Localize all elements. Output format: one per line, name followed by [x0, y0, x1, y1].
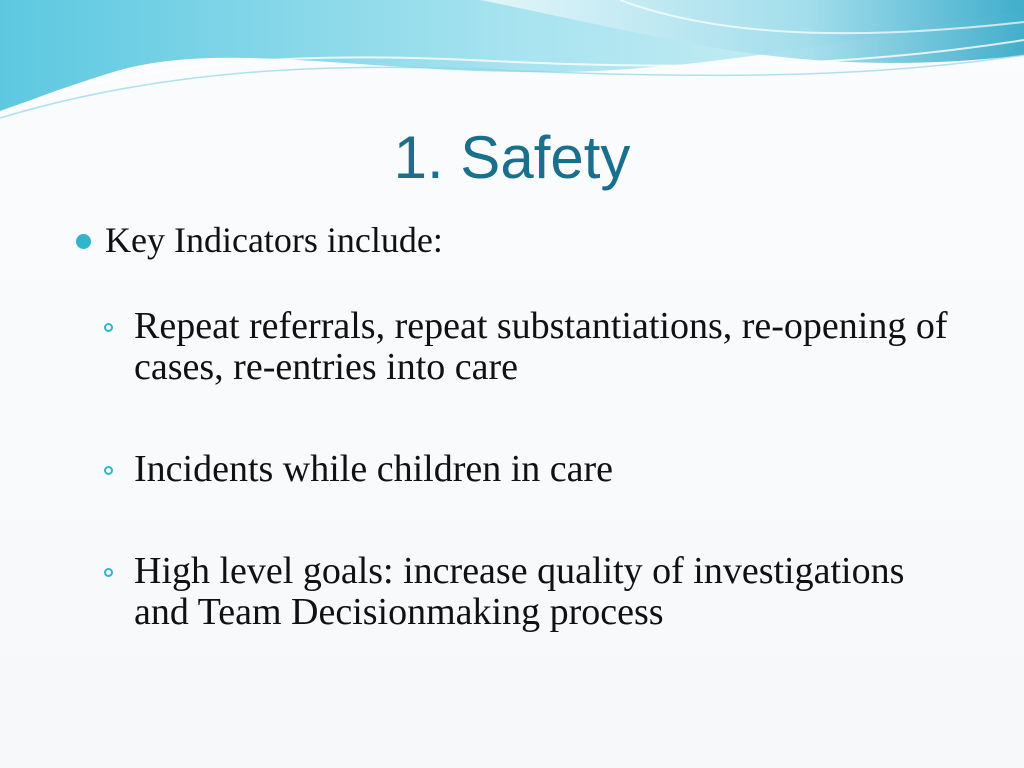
slide-title: 1. Safety — [393, 124, 631, 191]
sub-bullet-item — [104, 449, 954, 490]
sub-bullet-item — [104, 551, 954, 633]
sub-bullet-text: Incidents while children in care — [134, 448, 614, 490]
sub-bullet-text: High level goals: increase quality of investigations and Team Decisionmaking process — [134, 550, 905, 633]
bullet-text: Key Indicators include: — [105, 220, 443, 260]
bullet-key-indicators — [76, 218, 976, 262]
bullet-dot-icon — [76, 234, 91, 249]
ring-bullet-icon — [104, 466, 113, 475]
header-wave-decoration — [0, 0, 1024, 120]
sub-bullet-text: Repeat referrals, repeat substantiations, re-opening of cases, re-entries into care — [134, 305, 948, 388]
ring-bullet-icon — [104, 323, 113, 332]
ring-bullet-icon — [104, 568, 113, 577]
sub-bullet-item — [104, 306, 954, 388]
